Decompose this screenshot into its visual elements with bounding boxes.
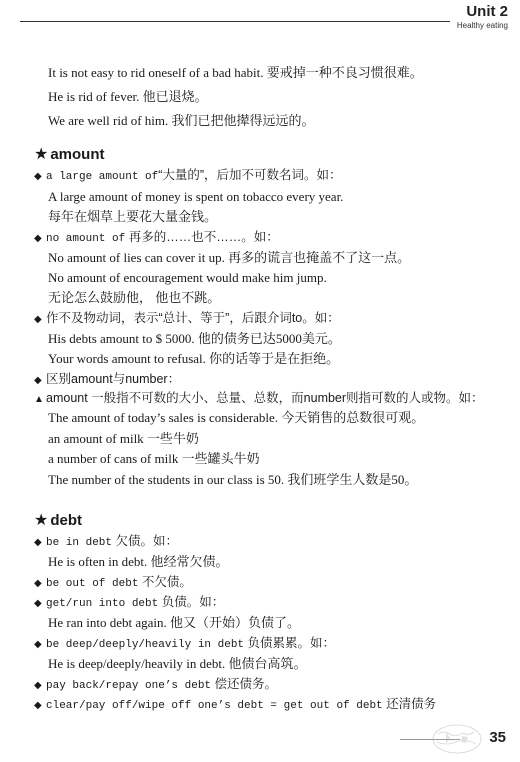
unit-subtitle: Healthy eating [456, 21, 508, 30]
header-rule [20, 21, 450, 22]
example-line: a number of cans of milk 一些罐头牛奶 [48, 451, 260, 466]
example-line: 每年在烟草上要花大量金钱。 [48, 209, 218, 224]
example-line: He is often in debt. 他经常欠债。 [48, 554, 229, 569]
diamond-bullet-icon: ◆ [34, 639, 42, 650]
intro-line-1: It is not easy to rid oneself of a bad habit. 要戒掉一种不良习惯很难。 [48, 65, 423, 80]
bullet-amount-definition: ▲ amount 一般指不可数的大小、总量、总数，而number则指可数的人或物。如： [34, 390, 484, 408]
unit-title: Unit 2 [466, 3, 508, 20]
section-heading-amount: ★ amount [34, 146, 105, 163]
diamond-bullet-icon: ◆ [34, 680, 42, 691]
bullet-be-out-of-debt: ◆ be out of debt 不欠债。 [34, 575, 192, 590]
star-icon: ★ [34, 146, 49, 163]
page-number: 35 [489, 729, 506, 746]
bullet-get-run-into-debt: ◆ get/run into debt 负债。如： [34, 595, 225, 610]
diamond-bullet-icon: ◆ [34, 233, 42, 244]
example-line: The amount of today’s sales is considerable. 今天销售的总数很可观。 [48, 410, 425, 425]
example-line: 无论怎么鼓励他， 他也不跳。 [48, 290, 221, 305]
bullet-be-deep-in-debt: ◆ be deep/deeply/heavily in debt 负债累累。如： [34, 636, 336, 651]
section-heading-debt: ★ debt [34, 512, 83, 529]
globe-decoration-icon [432, 724, 482, 754]
diamond-bullet-icon: ◆ [34, 314, 42, 325]
bullet-amount-to: ◆ 作不及物动词，表示“总计、等于”，后跟介词to。如： [34, 310, 340, 328]
intro-line-3: We are well rid of him. 我们已把他撵得远远的。 [48, 113, 315, 128]
example-line: A large amount of money is spent on tobacco every year. [48, 189, 344, 204]
bullet-pay-back-debt: ◆ pay back/repay one’s debt 偿还债务。 [34, 677, 278, 692]
example-line: He is deep/deeply/heavily in debt. 他债台高筑。 [48, 656, 307, 671]
triangle-bullet-icon: ▲ [34, 394, 44, 405]
bullet-be-in-debt: ◆ be in debt 欠债。如： [34, 534, 178, 549]
example-line: Your words amount to refusal. 你的话等于是在拒绝。 [48, 351, 340, 366]
example-line: No amount of encouragement would make him jump. [48, 270, 327, 285]
example-line: an amount of milk 一些牛奶 [48, 431, 199, 446]
diamond-bullet-icon: ◆ [34, 700, 42, 711]
diamond-bullet-icon: ◆ [34, 578, 42, 589]
bullet-a-large-amount-of: ◆ a large amount of“大量的”，后加不可数名词。如： [34, 168, 342, 183]
intro-line-2: He is rid of fever. 他已退烧。 [48, 89, 208, 104]
diamond-bullet-icon: ◆ [34, 375, 42, 386]
diamond-bullet-icon: ◆ [34, 171, 42, 182]
example-line: He ran into debt again. 他又（开始）负债了。 [48, 615, 301, 630]
example-line: The number of the students in our class is 50. 我们班学生人数是50。 [48, 472, 418, 487]
bullet-amount-vs-number: ◆ 区别amount与number： [34, 371, 180, 389]
bullet-clear-debt: ◆ clear/pay off/wipe off one’s debt = get out of debt 还清债务 [34, 697, 437, 712]
example-line: His debts amount to $ 5000. 他的债务已达5000美元。 [48, 331, 341, 346]
star-icon: ★ [34, 512, 49, 529]
diamond-bullet-icon: ◆ [34, 598, 42, 609]
bullet-no-amount-of: ◆ no amount of 再多的……也不……。如： [34, 230, 279, 245]
example-line: No amount of lies can cover it up. 再多的谎言也掩盖不了这一点。 [48, 250, 411, 265]
diamond-bullet-icon: ◆ [34, 537, 42, 548]
